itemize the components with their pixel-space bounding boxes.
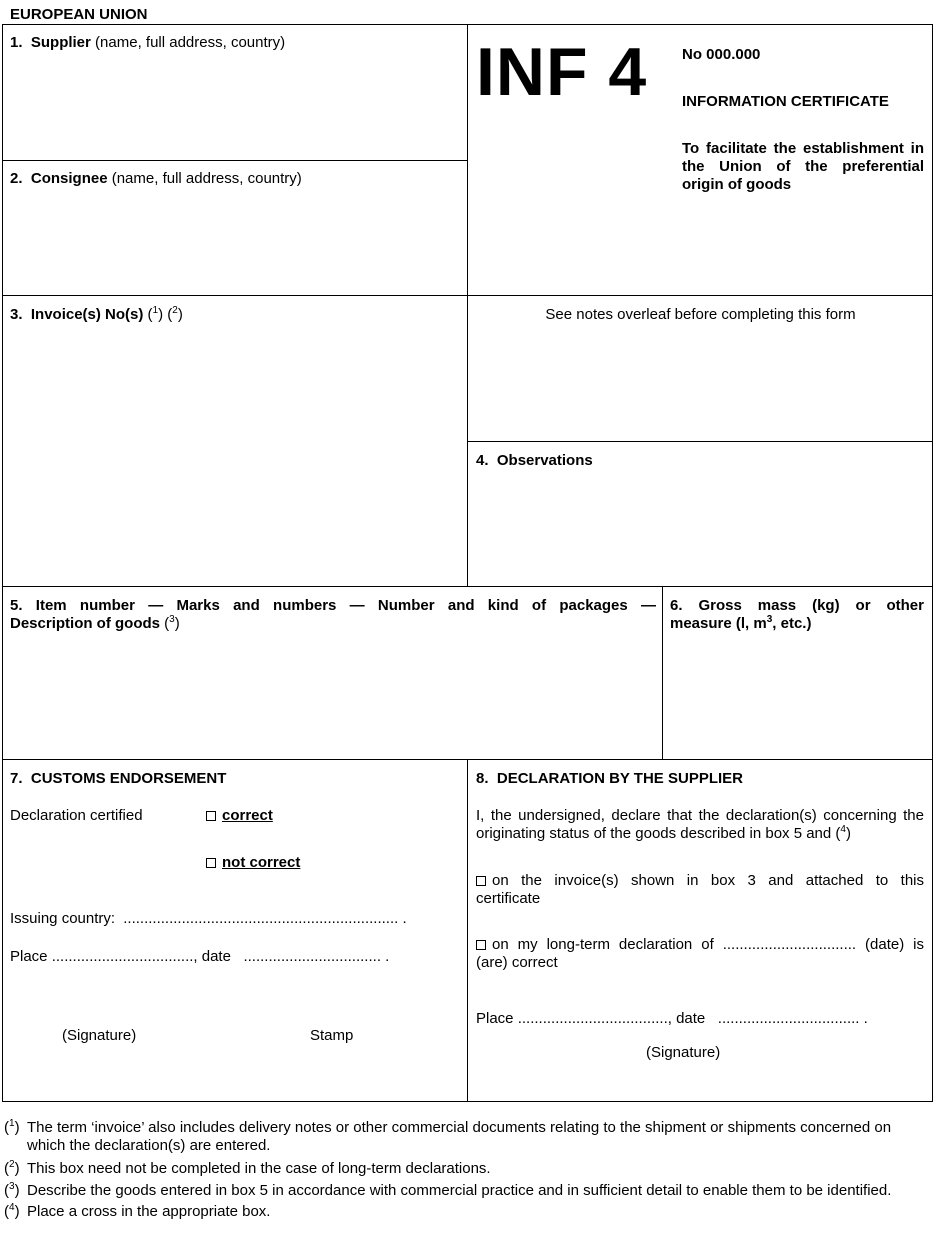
box8-place-field[interactable]: .................................... [517,1010,668,1027]
box8-date-label: , date [667,1010,706,1027]
divider-box7-box8 [467,759,468,1102]
box8-place-label: Place [476,1010,514,1027]
box6-number: 6. [670,597,683,614]
box8-declaration-intro: I, the undersigned, declare that the declaration(s) concerning the originating status of the goods described in box 5 and ($^4$) [476,807,924,842]
footnote-2: ($^2$) This box need not be completed in the case of long-term declarations. [4,1160,932,1178]
divider-row3 [2,586,933,587]
box3-footnote-ref-1: 1 [152,305,159,316]
box7-title-text: CUSTOMS ENDORSEMENT [30,770,227,787]
box8-option-long-term[interactable] [476,936,924,972]
box8-option2-line2: (are) correct [476,954,558,971]
supplier-field[interactable] [4,56,464,156]
box3-number: 3. [10,306,23,323]
box8-signature-label: (Signature) [646,1044,721,1061]
divider-row2 [2,295,933,296]
inf4-big-title: INF 4 [476,34,648,110]
box8-footnote-ref: 4 [840,824,846,835]
box2-hint: (name, full address, country) [111,170,302,187]
footnote-1: ($^1$) The term ‘invoice’ also includes delivery notes or other commercial documents relating to the shipment or shipments concerned on which the declaration(s) are entered. [4,1119,932,1155]
box6-unit-superscript: 3 [766,614,773,625]
checkbox-long-term[interactable] [476,940,486,950]
declaration-certified-label: Declaration certified [10,807,143,824]
consignee-field[interactable] [4,192,464,292]
footnote-4-text: Place a cross in the appropriate box. [27,1203,271,1220]
box8-option2-label: on my long-term declaration of [492,936,714,953]
footnote-3-number: 3 [9,1181,15,1192]
box8-option-invoices[interactable] [476,872,924,908]
box7-place-label: Place [10,948,48,965]
box3-invoice-label: 3. Invoice(s) No(s) ($^1$) ($^2$) [10,305,183,323]
footnote-3-text: Describe the goods entered in box 5 in accordance with commercial practice and in sufficient detail to enable them to be identified. [27,1182,892,1199]
box8-intro-line2: originating status of the goods described in box 5 and ( [476,825,841,842]
box8-option2-date-label: (date) is [865,936,925,953]
footnote-2-number: 2 [9,1159,15,1170]
certificate-purpose: To facilitate the establishment in the Union of the preferential origin of goods [682,140,924,193]
box7-number: 7. [10,770,23,787]
box8-intro-line1: I, the undersigned, declare that the declaration(s) concerning the [476,807,924,824]
option-not-correct-label: not correct [222,854,301,871]
box4-observations-label [476,452,593,470]
footnote-2-text: This box need not be completed in the case of long-term declarations. [27,1160,491,1177]
box7-place-date-line [10,948,389,966]
invoice-field[interactable] [4,328,464,583]
box2-number: 2. [10,170,23,187]
issuing-country-line [10,910,407,928]
box5-goods-label: 5. Item number — Marks and numbers — Number and kind of packages — Description of goods ($^3$) [10,597,656,632]
box1-hint: (name, full address, country) [95,34,286,51]
page-header: EUROPEAN UNION [10,6,148,23]
box8-option1-line1: on the invoice(s) shown in box 3 and attached to this [492,872,924,889]
checkbox-invoices[interactable] [476,876,486,886]
box8-option1-line2: certificate [476,890,541,907]
divider-box1-box2 [2,160,468,161]
box4-number: 4. [476,452,489,469]
box1-supplier-label [10,34,285,52]
footnote-3: ($^3$) Describe the goods entered in box 5 in accordance with commercial practice and in sufficient detail to enable them to be identified. [4,1182,932,1200]
certificate-subtitle: INFORMATION CERTIFICATE [682,93,889,110]
footnote-1-text: The term ‘invoice’ also includes delivery notes or other commercial documents relating to the shipment or shipments concerned on which the declaration(s) are entered. [27,1119,892,1154]
box6-title-line2b: , etc.) [772,615,812,632]
box3-title: Invoice(s) No(s) [30,306,144,323]
box8-title-text: DECLARATION BY THE SUPPLIER [496,770,743,787]
box8-number: 8. [476,770,489,787]
checkbox-not-correct[interactable] [206,858,216,868]
box5-title-line1: Item number — Marks and numbers — Number and kind of packages — [35,597,656,614]
box8-date-field[interactable]: .................................. . [717,1010,868,1027]
box6-title-line1: Gross mass (kg) or other [698,597,924,614]
divider-notes-box4 [467,441,933,442]
box2-consignee-label [10,170,302,188]
option-not-correct[interactable] [206,854,300,872]
box7-stamp-label: Stamp [310,1027,354,1044]
box1-title: Supplier [30,34,91,51]
box8-place-date-line [476,1010,868,1028]
box8-title [476,770,743,788]
footnote-1-number: 1 [9,1118,15,1129]
box4-title: Observations [496,452,593,469]
box7-date-label: , date [193,948,231,965]
issuing-country-label: Issuing country: [10,910,116,927]
box7-title [10,770,226,788]
option-correct-label: correct [222,807,273,824]
box1-number: 1. [10,34,23,51]
gross-mass-field[interactable] [665,640,930,756]
box7-place-field[interactable]: .................................. [51,948,194,965]
certificate-number: No 000.000 [682,46,761,63]
box3-footnote-ref-2: 2 [172,305,178,316]
divider-box5-box6 [662,586,663,760]
box2-title: Consignee [30,170,108,187]
box6-title-line2a: measure (l, m [670,615,767,632]
option-correct[interactable] [206,807,273,825]
footnote-4-number: 4 [9,1202,15,1213]
checkbox-correct[interactable] [206,811,216,821]
box5-number: 5. [10,597,23,614]
long-term-date-field[interactable]: ................................ [722,936,857,953]
box7-date-field[interactable]: ................................. . [243,948,390,965]
box6-mass-label [670,597,924,633]
goods-description-field[interactable] [4,640,659,756]
box5-footnote-ref: 3 [169,614,175,625]
box7-signature-label: (Signature) [62,1027,137,1044]
issuing-country-field[interactable]: .................................................................. . [123,910,407,927]
footnote-4: ($^4$) Place a cross in the appropriate box. [4,1203,932,1221]
notes-notice: See notes overleaf before completing this form [545,306,856,323]
box5-title-line2: Description of goods [10,615,160,632]
observations-field[interactable] [470,474,930,583]
